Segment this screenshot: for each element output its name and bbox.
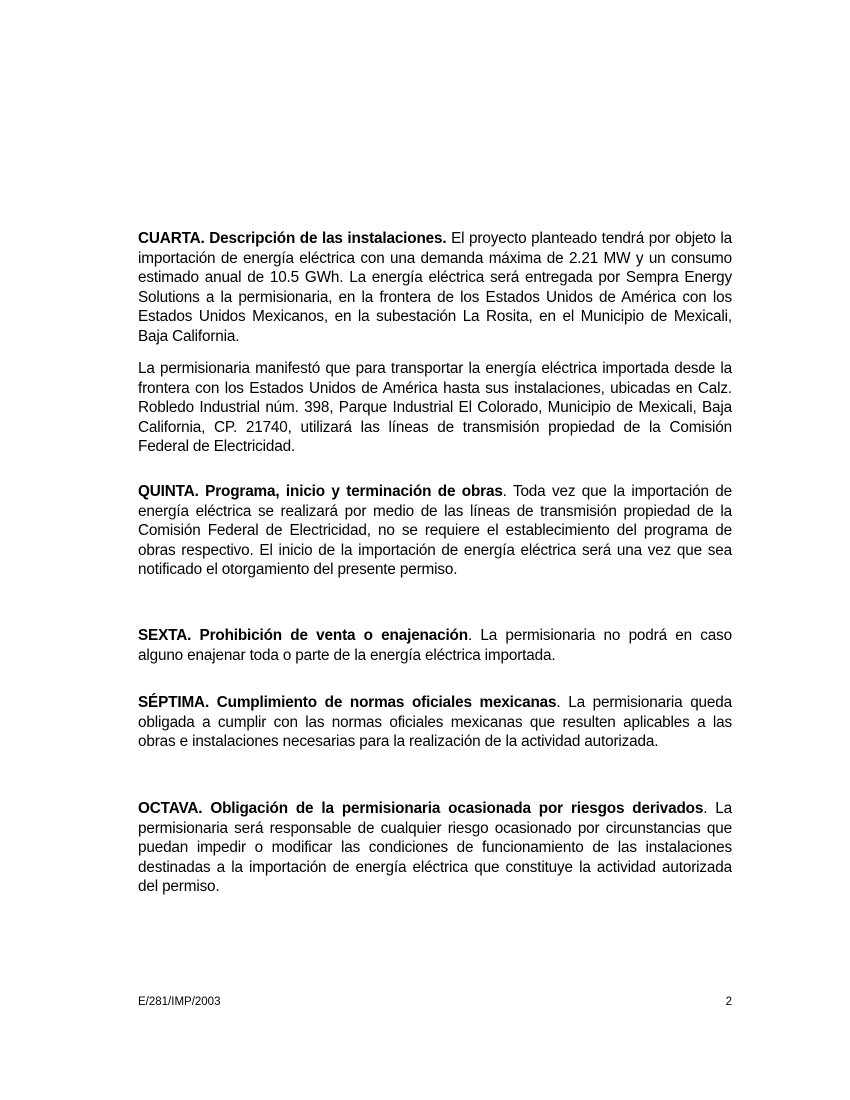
clause-cuarta-continuation <box>138 359 732 457</box>
clause-body: . La permisionaria queda obligada a cumplir con las normas oficiales mexicanas que resulten aplicables a las obras e instalaciones necesarias para la realización de la actividad autorizada. <box>138 694 732 751</box>
clause-heading: SEXTA. Prohibición de venta o enajenación <box>138 627 468 644</box>
clause-septima <box>138 693 732 752</box>
clause-heading: QUINTA. Programa, inicio y terminación de obras <box>138 483 503 500</box>
clause-sexta <box>138 626 732 665</box>
clause-body: . La permisionaria será responsable de cualquier riesgo ocasionado por circunstancias que puedan impedir o modificar las condiciones de funcionamiento de las instalaciones destinadas a la importación de energía eléctrica que constituye la actividad autorizada del permiso. <box>138 800 732 896</box>
clause-quinta <box>138 482 732 580</box>
clause-body: La permisionaria manifestó que para transportar la energía eléctrica importada desde la frontera con los Estados Unidos de América hasta sus instalaciones, ubicadas en Calz. Robledo Industrial núm. 398, Parque Industrial El Colorado, Municipio de Mexicali, Baja California, CP. 21740, utilizará las líneas de transmisión propiedad de la Comisión Federal de Electricidad. <box>138 360 732 456</box>
clause-heading: SÉPTIMA. Cumplimiento de normas oficiales mexicanas <box>138 694 557 711</box>
clause-heading: OCTAVA. Obligación de la permisionaria ocasionada por riesgos derivados <box>138 800 704 817</box>
page-footer <box>138 995 732 1009</box>
page-number: 2 <box>725 996 732 1008</box>
clause-body: . La permisionaria no podrá en caso alguno enajenar toda o parte de la energía eléctrica importada. <box>138 627 732 664</box>
clause-body: . Toda vez que la importación de energía eléctrica se realizará por medio de las líneas de transmisión propiedad de la Comisión Federal de Electricidad, no se requiere el establecimiento del programa de obras respectivo. El inicio de la importación de energía eléctrica será una vez que sea notificado el otorgamiento del presente permiso. <box>138 483 732 579</box>
clause-cuarta <box>138 229 732 347</box>
clause-octava <box>138 799 732 897</box>
clause-body: El proyecto planteado tendrá por objeto la importación de energía eléctrica con una demanda máxima de 2.21 MW y un consumo estimado anual de 10.5 GWh. La energía eléctrica será entregada por Sempra Energy Solutions a la permisionaria, en la frontera de los Estados Unidos de América con los Estados Unidos Mexicanos, en la subestación La Rosita, en el Municipio de Mexicali, Baja California. <box>138 230 733 345</box>
clause-heading: CUARTA. Descripción de las instalaciones. <box>138 230 447 247</box>
document-reference: E/281/IMP/2003 <box>138 996 221 1008</box>
